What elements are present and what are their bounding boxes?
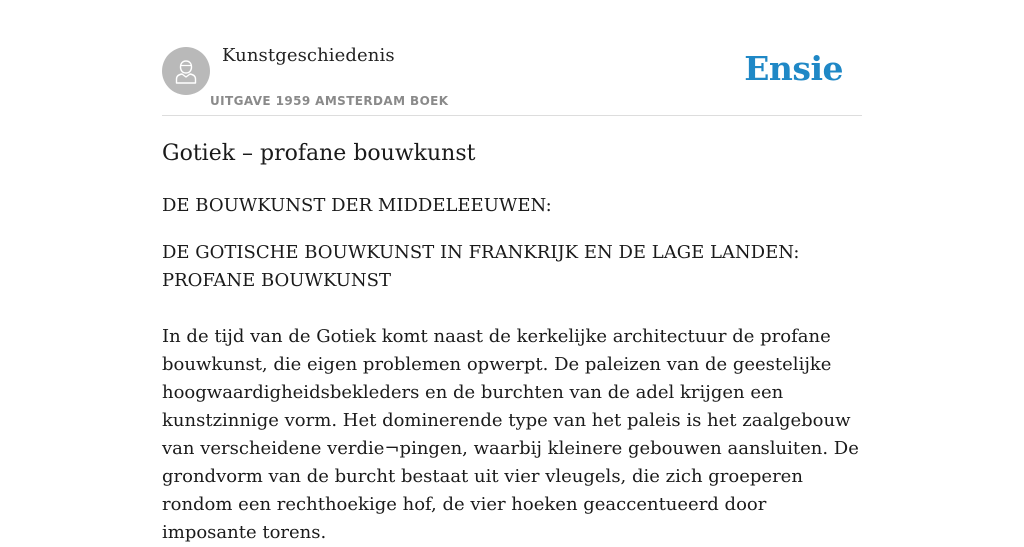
section-heading: DE BOUWKUNST DER MIDDELEEUWEN: <box>162 195 552 216</box>
avatar[interactable] <box>162 47 210 95</box>
brand-logo[interactable]: Ensie <box>744 49 843 88</box>
article-title: Gotiek – profane bouwkunst <box>162 141 476 166</box>
subsection-heading: DE GOTISCHE BOUWKUNST IN FRANKRIJK EN DE LAGE LANDEN: PROFANE BOUWKUNST <box>162 242 800 291</box>
user-icon <box>171 56 201 86</box>
article-page <box>162 0 862 543</box>
category-link[interactable]: Kunstgeschiedenis <box>222 45 395 66</box>
source-label[interactable]: UITGAVE 1959 AMSTERDAM BOEK <box>210 94 449 108</box>
article-header <box>162 0 862 116</box>
article-body: In de tijd van de Gotiek komt naast de kerkelijke architectuur de profane bouwkunst, die eigen problemen opwerpt. De paleizen van de geestelijke hoogwaardigheidsbekleders en de burchten van de adel krijgen een kunstzinnige vorm. Het dominerende type van het paleis is het zaalgebouw van verscheidene verdie¬pingen, waarbij kleinere gebouwen aansluiten. De grondvorm van de burcht bestaat uit vier vleugels, die zich groeperen rondom een rechthoekige hof, de vier hoeken geaccentueerd door imposante torens. <box>162 326 859 543</box>
